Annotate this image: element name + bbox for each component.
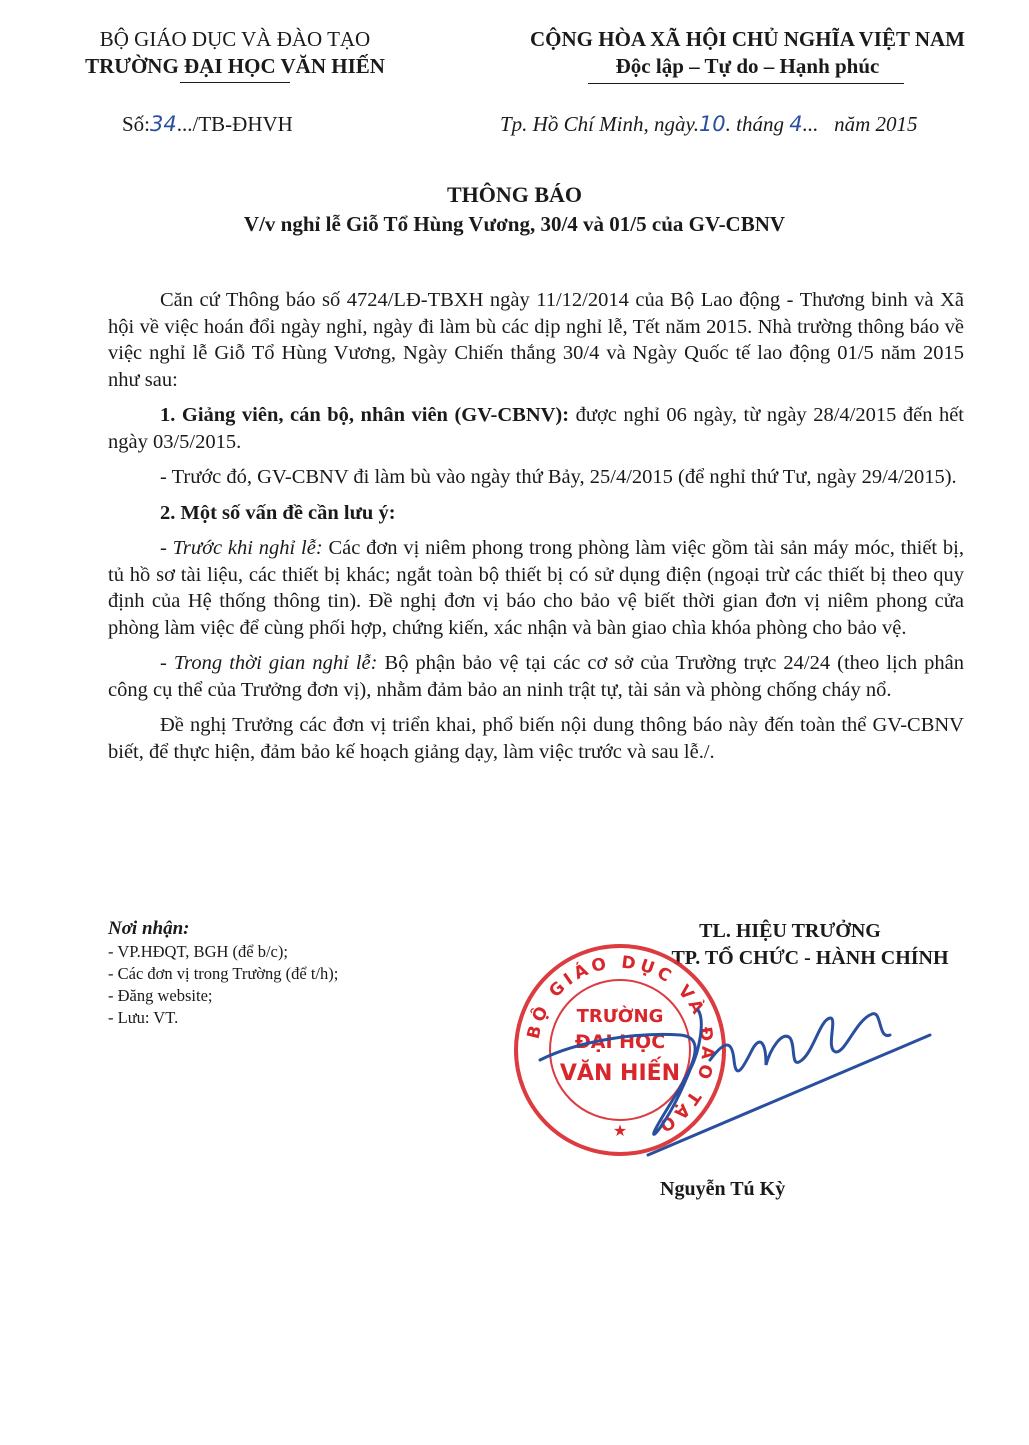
- number-dots: ...: [176, 112, 193, 136]
- section-2-bullet-2-label: - Trong thời gian nghỉ lễ:: [160, 652, 378, 674]
- recipients-block: [108, 918, 488, 1029]
- issue-date: Tp. Hồ Chí Minh, ngày.10. tháng 4... năm 2015: [500, 112, 918, 136]
- number-prefix: Số:: [122, 112, 151, 136]
- section-2-bullet-2-text: Bộ phận bảo vệ tại các cơ sở của Trường trực 24/24 (theo lịch phân công cụ thể của Trưởng đơn vị), nhằm đảm bảo an ninh trật tự, tài sản và phòng chống cháy nổ.: [108, 652, 964, 701]
- signature-title-1: TL. HIỆU TRƯỞNG: [699, 920, 881, 942]
- date-month-label: tháng: [736, 112, 785, 136]
- document-body: [108, 287, 964, 774]
- section-2-bullet-1: [108, 535, 964, 641]
- issuer-underline: [180, 82, 290, 83]
- date-year: năm 2015: [834, 112, 918, 136]
- number-handwritten: 34: [150, 112, 177, 136]
- section-2-heading: 2. Một số vấn đề cần lưu ý:: [160, 501, 396, 524]
- section-1-heading: 1. Giảng viên, cán bộ, nhân viên (GV-CBNV):: [160, 404, 570, 426]
- closing-paragraph: Đề nghị Trưởng các đơn vị triển khai, phổ biến nội dung thông báo này đến toàn thể GV-CBNV biết, để thực hiện, đảm bảo kế hoạch giảng dạy, làm việc trước và sau lễ./.: [108, 714, 964, 763]
- national-header: [470, 26, 1025, 80]
- recipient-item: - Đăng website;: [108, 986, 213, 1005]
- motto-underline: [588, 83, 904, 84]
- stamp-line-1: TRƯỜNG: [576, 1006, 664, 1027]
- school-name: TRƯỜNG ĐẠI HỌC VĂN HIẾN: [85, 54, 385, 78]
- section-2-bullet-2: [108, 650, 964, 703]
- stamp-line-2: ĐẠI HỌC: [574, 1031, 666, 1053]
- number-suffix: /TB-ĐHVH: [192, 112, 293, 136]
- issuer-block: [40, 26, 430, 80]
- section-2-bullet-1-label: - Trước khi nghỉ lễ:: [160, 537, 323, 559]
- recipient-item: - Lưu: VT.: [108, 1008, 179, 1027]
- country-name: CỘNG HÒA XÃ HỘI CHỦ NGHĨA VIỆT NAM: [529, 27, 966, 51]
- date-day: 10: [698, 112, 726, 136]
- section-2-bullet-1-text: Các đơn vị niêm phong trong phòng làm việc gồm tài sản máy móc, thiết bị, tủ hồ sơ tài liệu, các thiết bị khác; ngắt toàn bộ thiết bị có sử dụng điện (ngoại trừ các thiết bị theo quy định của Hệ thống thông tin). Đề nghị đơn vị báo cho bảo vệ biết thời gian đơn vị niêm phong cửa phòng làm việc để cùng phối hợp, chứng kiến, xác nhận và bàn giao chìa khóa phòng cho bảo vệ.: [108, 537, 964, 639]
- intro-paragraph: Căn cứ Thông báo số 4724/LĐ-TBXH ngày 11/12/2014 của Bộ Lao động - Thương binh và Xã hội về việc hoán đổi ngày nghỉ, ngày đi làm bù các dịp nghỉ lễ, Tết năm 2015. Nhà trường thông báo về việc nghỉ lễ Giỗ Tổ Hùng Vương, Ngày Chiến thắng 30/4 và Ngày Quốc tế lao động 01/5 năm 2015 như sau:: [108, 289, 964, 391]
- date-place: Tp. Hồ Chí Minh, ngày: [500, 112, 694, 136]
- document-number: [122, 112, 293, 137]
- recipient-item: - VP.HĐQT, BGH (để b/c);: [108, 942, 288, 961]
- section-1-text: được nghỉ 06 ngày, từ ngày 28/4/2015 đến hết ngày 03/5/2015.: [108, 404, 964, 453]
- stamp-star-icon: ★: [612, 1121, 628, 1140]
- stamp-ring-text: BỘ GIÁO DỤC VÀ ĐÀO TẠO: [523, 952, 718, 1138]
- recipient-item: - Các đơn vị trong Trường (để t/h);: [108, 964, 339, 983]
- section-1-bullet: - Trước đó, GV-CBNV đi làm bù vào ngày thứ Bảy, 25/4/2015 (để nghỉ thứ Tư, ngày 29/4/2015).: [160, 466, 957, 488]
- handwritten-signature: [520, 980, 940, 1160]
- ministry-name: BỘ GIÁO DỤC VÀ ĐÀO TẠO: [99, 27, 371, 51]
- date-month: 4: [789, 112, 803, 136]
- signer-name: Nguyễn Tú Kỳ: [660, 1178, 786, 1200]
- document-title: THÔNG BÁO: [446, 182, 583, 207]
- national-motto: Độc lập – Tự do – Hạnh phúc: [615, 54, 880, 78]
- document-subtitle: V/v nghỉ lễ Giỗ Tổ Hùng Vương, 30/4 và 01/5 của GV-CBNV: [243, 212, 786, 236]
- section-1: [108, 402, 964, 455]
- stamp-line-3: VĂN HIẾN: [559, 1061, 681, 1086]
- recipients-title: Nơi nhận:: [108, 918, 190, 939]
- signature-title-2: TP. TỔ CHỨC - HÀNH CHÍNH: [671, 947, 949, 969]
